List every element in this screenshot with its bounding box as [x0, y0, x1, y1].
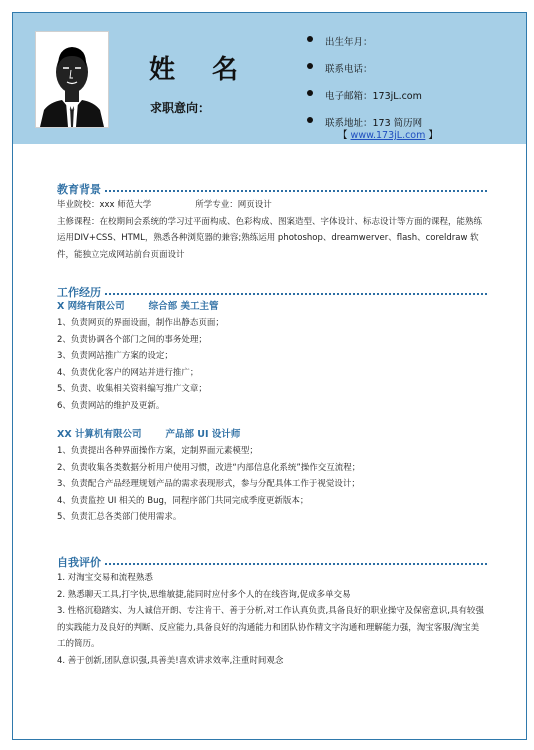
candidate-name: 姓 名 — [149, 55, 253, 85]
resume-header — [13, 13, 526, 144]
work-section — [57, 284, 487, 526]
portrait-image — [36, 32, 108, 127]
education-title: 教育背景 — [57, 181, 487, 195]
bullet-icon — [307, 63, 313, 69]
self-evaluation-section — [57, 554, 487, 669]
info-email: 电子邮箱：173jL.com — [325, 88, 422, 102]
job-item: 5、负责、收集相关资料编写推广文章； — [57, 384, 207, 394]
education-section — [57, 181, 487, 263]
job-item: 4、负责优化客户的网站并进行推广； — [57, 367, 199, 378]
job-item: 1、负责提出各种界面操作方案，定制界面元素模型； — [57, 446, 258, 456]
job-item: 2、负责收集各类数据分析用户使用习惯，改进“内部信息化系统”操作交互流程； — [57, 462, 361, 473]
website-link[interactable]: www.173jL.com — [350, 130, 426, 141]
self-item: 4. 善于创新,团队意识强,具善美!喜欢讲求效率,注重时间观念 — [57, 655, 284, 666]
job-item: 5、负责汇总各类部门使用需求。 — [57, 512, 182, 522]
bullet-icon — [307, 90, 313, 96]
job-item: 4、负责监控 UI 相关的 Bug，同程序部门共同完成季度更新版本； — [57, 495, 309, 506]
education-courses: 主修课程：在校期间会系统的学习过平面构成、色彩构成、图案造型、字体设计、标志设计等方面的课程，能熟练运用DIV+CSS、HTML，熟悉各种浏览器的兼容;熟练运用 photoshop、dreamwerver、flash、coreldraw 软件，能独立完成网站前台页面设计 — [57, 216, 483, 260]
job-item: 3、负责配合产品经理规划产品的需求表现形式，参与分配具体工作于视觉设计； — [57, 479, 360, 489]
work-title: 工作经历 — [57, 284, 487, 298]
self-item: 1. 对淘宝交易和流程熟悉 — [57, 573, 153, 583]
education-school-major: 毕业院校：xxx 师范大学 所学专业：网页设计 — [57, 200, 272, 210]
self-evaluation-title: 自我评价 — [57, 554, 487, 568]
resume-page — [12, 12, 527, 740]
info-address: 联系地址：173 简历网 — [325, 115, 422, 129]
self-item: 3. 性格沉稳踏实、为人诚信开朗、专注肯干、善于分析,对工作认真负责,具备良好的职业操守及保密意识,具有较强的实践能力及良好的判断、反应能力,具备良好的沟通能力和团队协作精文字沟通和理解能力强，淘宝客服/淘宝美工的简历。 — [57, 606, 484, 649]
job-item: 3、负责网站推广方案的设定； — [57, 351, 173, 361]
job-item: 6、负责网站的维护及更新。 — [57, 400, 165, 411]
bullet-icon — [307, 117, 313, 123]
job-objective-label: 求职意向： — [150, 101, 211, 115]
job-header: X 网络有限公司 综合部 美工主管 — [57, 301, 219, 312]
bullet-icon — [307, 36, 313, 42]
website-line: 【 www.173jL.com 】 — [338, 130, 438, 141]
self-item: 2. 熟悉聊天工具,打字快,思维敏捷,能同时应付多个人的在线咨询,促成多单交易 — [57, 589, 351, 600]
info-phone: 联系电话： — [325, 61, 373, 75]
job-item: 2、负责协调各个部门之间的事务处理； — [57, 334, 207, 345]
info-birthdate: 出生年月： — [325, 34, 373, 48]
job-item: 1、负责网页的界面设面，制作出静态页面； — [57, 318, 224, 328]
job-header: XX 计算机有限公司 产品部 UI 设计师 — [57, 429, 241, 440]
profile-photo — [35, 31, 109, 128]
